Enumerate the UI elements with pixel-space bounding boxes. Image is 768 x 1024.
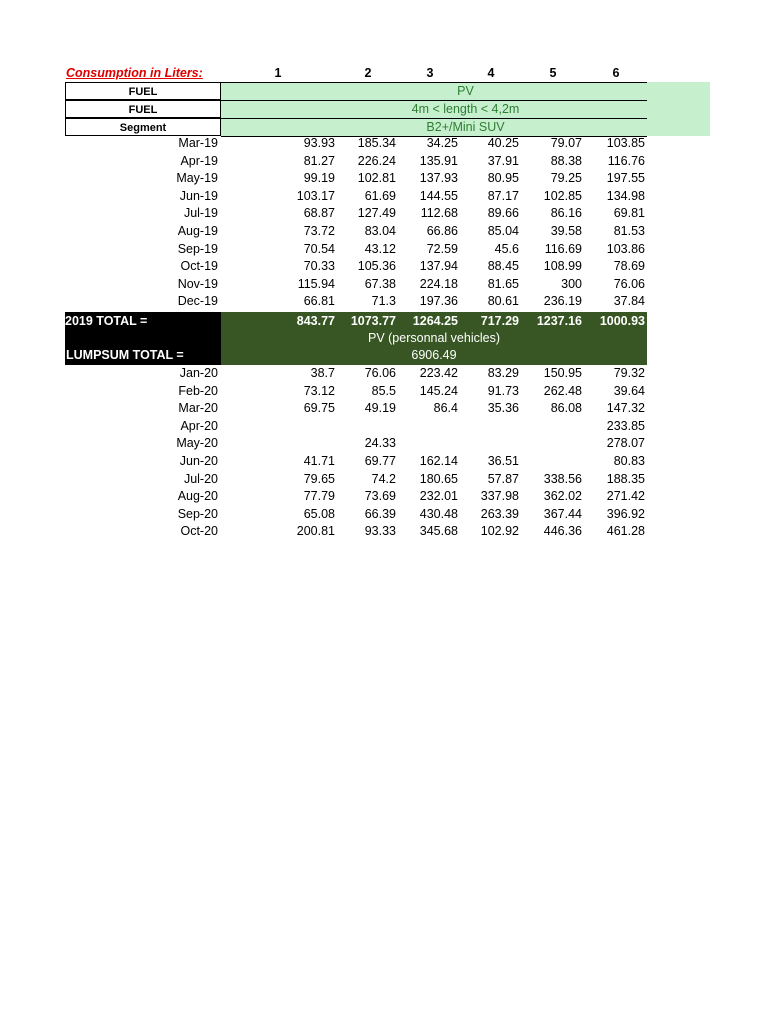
data-cell: 300 bbox=[561, 276, 582, 291]
data-cell: 271.42 bbox=[606, 489, 645, 504]
data-cell: 79.25 bbox=[550, 171, 582, 186]
data-cell: 226.24 bbox=[357, 153, 396, 168]
data-cell: 102.92 bbox=[480, 524, 519, 539]
month-label: Oct-20 bbox=[180, 524, 218, 539]
data-cell: 162.14 bbox=[419, 454, 458, 468]
data-cell: 461.28 bbox=[606, 524, 645, 539]
data-cell: 68.87 bbox=[303, 206, 335, 221]
total-2019-value: 1000.93 bbox=[599, 314, 645, 328]
data-cell: 338.56 bbox=[543, 471, 582, 486]
data-cell: 105.36 bbox=[357, 259, 396, 274]
month-label: Sep-20 bbox=[177, 506, 218, 521]
data-cell: 81.27 bbox=[303, 153, 335, 168]
data-cell: 37.84 bbox=[613, 294, 645, 309]
data-cell: 66.81 bbox=[303, 294, 335, 309]
data-cell: 262.48 bbox=[543, 383, 582, 398]
data-cell: 345.68 bbox=[419, 524, 458, 539]
column-number: 6 bbox=[612, 66, 620, 80]
data-cell: 65.08 bbox=[303, 506, 335, 521]
data-cell: 185.34 bbox=[357, 136, 396, 150]
data-cell: 115.94 bbox=[297, 276, 335, 291]
month-label: Oct-19 bbox=[180, 259, 218, 274]
data-cell: 93.33 bbox=[364, 524, 396, 539]
data-cell: 362.02 bbox=[543, 489, 582, 504]
lumpsum-label: LUMPSUM TOTAL = bbox=[66, 348, 184, 362]
data-cell bbox=[400, 418, 460, 435]
data-cell: 69.77 bbox=[364, 454, 396, 468]
month-label: Jul-20 bbox=[183, 471, 218, 486]
month-label: Nov-19 bbox=[177, 276, 218, 291]
data-cell: 108.99 bbox=[543, 259, 582, 274]
total-2019-value: 1073.77 bbox=[350, 314, 396, 328]
data-cell bbox=[338, 418, 398, 435]
pv-label: PV (personnal vehicles) bbox=[367, 331, 500, 345]
data-cell: 89.66 bbox=[487, 206, 519, 221]
data-cell: 72.59 bbox=[426, 241, 458, 256]
data-cell: 74.2 bbox=[371, 471, 396, 486]
data-cell: 39.64 bbox=[613, 383, 645, 398]
data-cell: 147.32 bbox=[606, 401, 645, 416]
column-number: 3 bbox=[426, 66, 434, 80]
data-cell: 43.12 bbox=[364, 241, 396, 256]
month-label: Dec-19 bbox=[177, 294, 218, 309]
grid-line bbox=[65, 82, 647, 83]
month-label: Jun-19 bbox=[179, 188, 218, 203]
column-number: 5 bbox=[549, 66, 557, 80]
data-cell: 337.98 bbox=[480, 489, 519, 504]
data-cell: 103.86 bbox=[606, 241, 645, 256]
month-label: Jun-20 bbox=[179, 454, 218, 468]
data-cell: 236.19 bbox=[543, 294, 582, 309]
data-cell: 71.3 bbox=[371, 294, 396, 309]
data-cell bbox=[277, 435, 337, 452]
data-cell: 80.61 bbox=[487, 294, 519, 309]
data-cell: 73.72 bbox=[303, 224, 335, 238]
table-title: Consumption in Liters: bbox=[66, 66, 203, 80]
data-cell: 24.33 bbox=[364, 436, 396, 451]
data-cell: 34.25 bbox=[426, 136, 458, 150]
data-cell: 66.39 bbox=[364, 506, 396, 521]
data-cell: 197.55 bbox=[606, 171, 645, 186]
data-cell: 233.85 bbox=[606, 418, 645, 433]
data-cell: 80.95 bbox=[487, 171, 519, 186]
month-label: Apr-19 bbox=[180, 153, 218, 168]
data-cell: 145.24 bbox=[419, 383, 458, 398]
header-label: Segment bbox=[65, 118, 221, 136]
data-cell: 49.19 bbox=[364, 401, 396, 416]
header-label: FUEL bbox=[65, 100, 221, 118]
data-cell: 79.32 bbox=[613, 366, 645, 380]
data-cell bbox=[461, 418, 521, 435]
data-cell: 67.38 bbox=[364, 276, 396, 291]
data-cell: 88.45 bbox=[487, 259, 519, 274]
data-cell: 76.06 bbox=[613, 276, 645, 291]
data-cell: 79.07 bbox=[550, 136, 582, 150]
data-cell: 36.51 bbox=[487, 454, 519, 468]
column-number: 1 bbox=[274, 66, 282, 80]
data-cell: 35.36 bbox=[487, 401, 519, 416]
data-cell: 81.65 bbox=[487, 276, 519, 291]
month-label: Aug-19 bbox=[177, 224, 218, 238]
month-label: Mar-19 bbox=[178, 136, 218, 150]
data-cell bbox=[524, 435, 584, 452]
data-cell: 85.04 bbox=[487, 224, 519, 238]
data-cell: 88.38 bbox=[550, 153, 582, 168]
data-cell: 39.58 bbox=[550, 224, 582, 238]
total-2019-value: 1264.25 bbox=[412, 314, 458, 328]
data-cell: 137.94 bbox=[419, 259, 458, 274]
data-cell bbox=[277, 418, 337, 435]
data-cell: 188.35 bbox=[606, 471, 645, 486]
data-cell: 40.25 bbox=[487, 136, 519, 150]
data-cell: 367.44 bbox=[543, 506, 582, 521]
data-cell: 77.79 bbox=[303, 489, 335, 504]
header-label: FUEL bbox=[65, 82, 221, 100]
data-cell: 103.85 bbox=[606, 136, 645, 150]
data-cell: 73.12 bbox=[303, 383, 335, 398]
data-cell: 200.81 bbox=[296, 524, 335, 539]
data-cell: 396.92 bbox=[606, 506, 645, 521]
data-cell: 102.81 bbox=[357, 171, 396, 186]
data-cell: 80.83 bbox=[613, 454, 645, 468]
month-label: May-19 bbox=[176, 171, 218, 186]
data-cell: 57.87 bbox=[487, 471, 519, 486]
data-cell: 127.49 bbox=[357, 206, 396, 221]
data-cell: 232.01 bbox=[419, 489, 458, 504]
header-value: B2+/Mini SUV bbox=[221, 118, 710, 136]
data-cell: 116.76 bbox=[607, 153, 645, 168]
data-cell: 150.95 bbox=[543, 366, 582, 380]
data-cell: 86.4 bbox=[433, 401, 458, 416]
total-2019-value: 1237.16 bbox=[536, 314, 582, 328]
header-value: PV bbox=[221, 82, 710, 100]
data-cell: 79.65 bbox=[303, 471, 335, 486]
month-label: Mar-20 bbox=[178, 401, 218, 416]
data-cell: 137.93 bbox=[419, 171, 458, 186]
data-cell: 93.93 bbox=[303, 136, 335, 150]
grid-line bbox=[221, 100, 647, 101]
data-cell: 278.07 bbox=[606, 436, 645, 451]
data-cell: 78.69 bbox=[613, 259, 645, 274]
data-cell: 38.7 bbox=[310, 366, 335, 380]
data-cell: 116.69 bbox=[544, 241, 582, 256]
data-cell: 70.54 bbox=[303, 241, 335, 256]
column-number: 2 bbox=[364, 66, 372, 80]
data-cell bbox=[461, 435, 521, 452]
total-2019-label: 2019 TOTAL = bbox=[65, 312, 221, 330]
month-label: Aug-20 bbox=[177, 489, 218, 504]
data-cell: 91.73 bbox=[487, 383, 519, 398]
month-label: Jan-20 bbox=[179, 366, 218, 380]
data-cell: 430.48 bbox=[419, 506, 458, 521]
data-cell: 37.91 bbox=[487, 153, 519, 168]
data-cell: 224.18 bbox=[419, 276, 458, 291]
month-label: May-20 bbox=[176, 436, 218, 451]
data-cell: 86.08 bbox=[550, 401, 582, 416]
data-cell: 263.39 bbox=[480, 506, 519, 521]
data-cell bbox=[524, 453, 584, 470]
data-cell: 112.68 bbox=[420, 206, 458, 221]
total-2019-value: 717.29 bbox=[480, 314, 519, 328]
data-cell: 69.81 bbox=[613, 206, 645, 221]
data-cell: 70.33 bbox=[303, 259, 335, 274]
column-number: 4 bbox=[487, 66, 495, 80]
data-cell: 69.75 bbox=[303, 401, 335, 416]
data-cell: 144.55 bbox=[419, 188, 458, 203]
data-cell: 83.29 bbox=[487, 366, 519, 380]
lumpsum-value: 6906.49 bbox=[411, 348, 457, 362]
month-label: Feb-20 bbox=[178, 383, 218, 398]
data-cell: 102.85 bbox=[543, 188, 582, 203]
data-cell: 223.42 bbox=[419, 366, 458, 380]
data-cell: 83.04 bbox=[364, 224, 396, 238]
total-2019-value: 843.77 bbox=[296, 314, 335, 328]
data-cell: 197.36 bbox=[419, 294, 458, 309]
data-cell: 76.06 bbox=[364, 366, 396, 380]
data-cell: 81.53 bbox=[613, 224, 645, 238]
data-cell: 99.19 bbox=[303, 171, 335, 186]
data-cell: 45.6 bbox=[494, 241, 519, 256]
month-label: Sep-19 bbox=[177, 241, 218, 256]
grid-line bbox=[221, 118, 647, 119]
data-cell: 41.71 bbox=[303, 454, 335, 468]
data-cell: 66.86 bbox=[426, 224, 458, 238]
data-cell: 134.98 bbox=[606, 188, 645, 203]
data-cell: 103.17 bbox=[296, 188, 335, 203]
data-cell: 85.5 bbox=[371, 383, 396, 398]
data-cell: 87.17 bbox=[487, 188, 519, 203]
data-cell: 180.65 bbox=[419, 471, 458, 486]
month-label: Apr-20 bbox=[180, 418, 218, 433]
data-cell bbox=[400, 435, 460, 452]
data-cell bbox=[524, 418, 584, 435]
data-cell: 61.69 bbox=[364, 188, 396, 203]
data-cell: 135.91 bbox=[419, 153, 458, 168]
header-value: 4m < length < 4,2m bbox=[221, 100, 710, 118]
data-cell: 73.69 bbox=[364, 489, 396, 504]
data-cell: 446.36 bbox=[543, 524, 582, 539]
data-cell: 86.16 bbox=[550, 206, 582, 221]
month-label: Jul-19 bbox=[183, 206, 218, 221]
